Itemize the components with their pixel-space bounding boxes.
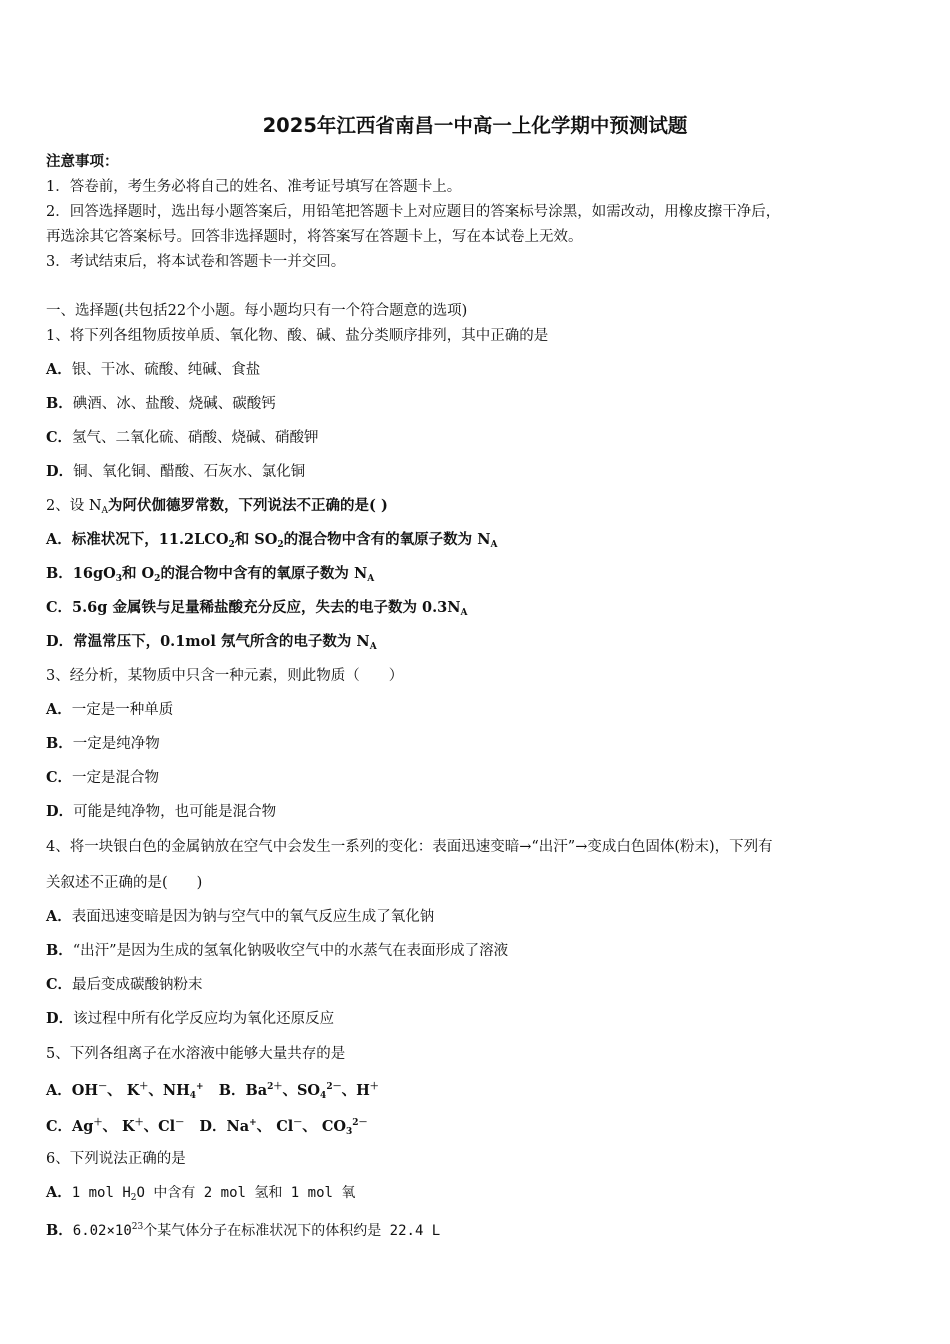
charge: +	[196, 1082, 204, 1092]
q4-option-c	[46, 975, 910, 995]
option-text: 碘酒、冰、盐酸、烧碱、碳酸钙	[72, 396, 276, 412]
option-text: 一定是纯净物	[72, 736, 160, 752]
option-label: B．	[46, 565, 73, 582]
option-label: A．	[46, 701, 72, 718]
option-text: 铜、氧化铜、醋酸、石灰水、氯化铜	[73, 464, 306, 480]
charge: ＋	[134, 1118, 144, 1128]
ion: Ba	[245, 1082, 268, 1099]
ion: NH	[162, 1082, 190, 1099]
option-label: C．	[46, 976, 73, 993]
option-label: B．	[46, 942, 73, 959]
notice-item-3: 3．考试结束后，将本试卷和答题卡一并交回。	[46, 254, 346, 270]
q5-options-cd	[46, 1113, 910, 1142]
q4-option-a	[46, 907, 910, 927]
section-heading: 一、选择题(共包括22个小题。每小题均只有一个符合题意的选项)	[46, 303, 468, 319]
subscript: 2	[228, 540, 235, 550]
charge: －	[293, 1118, 303, 1128]
separator: 、	[302, 1118, 317, 1135]
option-label: D．	[46, 1010, 74, 1027]
q1-option-b	[46, 394, 910, 414]
ion: Na	[226, 1118, 250, 1135]
subscript: 3	[346, 1127, 353, 1137]
q2-stem-part: 为阿伏伽德罗常数，下列说法不正确的是( )	[108, 497, 388, 514]
superscript: 23	[131, 1222, 144, 1232]
separator: 、	[341, 1082, 357, 1099]
option-text: 表面迅速变暗是因为钠与空气中的氧气反应生成了氧化钠	[71, 909, 435, 925]
charge: ＋	[369, 1082, 379, 1092]
option-text: 和 SO	[234, 531, 278, 548]
option-label: C．	[46, 769, 73, 786]
ion: OH	[71, 1082, 99, 1099]
notice-item-2: 2．回答选择题时，选出每小题答案后，用铅笔把答题卡上对应题目的答案标号涂黑，如需改动，用橡皮擦干净后，	[46, 204, 781, 220]
ion: Cl	[276, 1118, 294, 1135]
ion: H	[356, 1082, 370, 1099]
option-label: C．	[46, 599, 73, 616]
ion: CO	[321, 1118, 347, 1135]
q2-option-b	[46, 564, 910, 589]
option-text: “出汗”是因为生成的氢氧化钠吸收空气中的水蒸气在表面形成了溶液	[72, 943, 509, 959]
charge: －	[175, 1118, 185, 1128]
option-text: 标准状况下，11.2LCO	[71, 531, 229, 548]
subscript: 2	[130, 1193, 137, 1203]
q1-option-a	[46, 360, 910, 380]
q3-option-a	[46, 700, 910, 720]
charge: +	[249, 1118, 257, 1128]
option-text: 6.02×10	[72, 1223, 132, 1239]
page-title: 2025年江西省南昌一中高一上化学期中预测试题	[262, 114, 688, 137]
charge: －	[98, 1082, 108, 1092]
ion: Ag	[72, 1118, 94, 1135]
charge: 2＋	[267, 1082, 283, 1092]
q5-stem: 5、下列各组离子在水溶液中能够大量共存的是	[46, 1046, 346, 1062]
q5-options-ab	[46, 1077, 910, 1106]
q2-option-c	[46, 598, 910, 623]
q3-option-d	[46, 802, 910, 822]
ion: SO	[296, 1082, 321, 1099]
charge: ＋	[139, 1082, 149, 1092]
option-label: A．	[46, 531, 72, 548]
q2-option-a	[46, 530, 910, 555]
ion: K	[126, 1082, 140, 1099]
subscript: 3	[115, 574, 122, 584]
q4-option-d	[46, 1009, 910, 1029]
subscript: A	[367, 574, 375, 584]
option-text: 的混合物中含有的氧原子数为 N	[160, 565, 368, 582]
option-text: 氢气、二氧化硫、硝酸、烧碱、硝酸钾	[72, 430, 319, 446]
q3-stem: 3、经分析，某物质中只含一种元素，则此物质（ ）	[46, 668, 404, 684]
option-label: A．	[46, 1082, 72, 1099]
option-label: B．	[46, 735, 73, 752]
option-text: 16gO	[72, 565, 116, 582]
separator: 、	[256, 1118, 272, 1135]
q1-option-c	[46, 428, 910, 448]
option-label: C．	[46, 429, 73, 446]
option-text: 可能是纯净物，也可能是混合物	[73, 804, 277, 820]
option-label: D．	[46, 633, 74, 650]
option-text: 个某气体分子在标准状况下的体积约是 22.4 L	[143, 1223, 441, 1239]
subscript: 2	[154, 574, 161, 584]
q6-option-b	[46, 1217, 910, 1241]
charge: 2－	[352, 1118, 368, 1128]
option-text: 该过程中所有化学反应均为氧化还原反应	[73, 1011, 335, 1027]
charge: ＋	[93, 1118, 103, 1128]
option-label: D．	[199, 1118, 227, 1135]
q3-option-b	[46, 734, 910, 754]
subscript: 2	[277, 540, 284, 550]
q4-stem: 4、将一块银白色的金属钠放在空气中会发生一系列的变化：表面迅速变暗→“出汗”→变成白色固体(粉末)，下列有	[46, 839, 773, 855]
separator: 、	[143, 1118, 159, 1135]
subscript: A	[490, 540, 498, 550]
option-label: A．	[46, 908, 72, 925]
ion: K	[122, 1118, 135, 1135]
option-text: 1 mol H	[71, 1185, 131, 1201]
option-label: B．	[46, 1222, 73, 1239]
notice-item-2-cont: 再选涂其它答案标号。回答非选择题时，将答案写在答题卡上，写在本试卷上无效。	[46, 229, 583, 245]
option-label: A．	[46, 1184, 72, 1201]
option-text: 常温常压下，0.1mol 氖气所含的电子数为 N	[73, 633, 370, 650]
option-text: 最后变成碳酸钠粉末	[72, 977, 203, 993]
q2-option-d	[46, 632, 910, 657]
option-text: 银、干冰、硫酸、纯碱、食盐	[71, 362, 261, 378]
ion: Cl	[158, 1118, 176, 1135]
notice-item-1: 1．答卷前，考生务必将自己的姓名、准考证号填写在答题卡上。	[46, 179, 462, 195]
q1-stem: 1、将下列各组物质按单质、氧化物、酸、碱、盐分类顺序排列，其中正确的是	[46, 328, 549, 344]
option-text: O 中含有 2 mol 氢和 1 mol 氧	[136, 1185, 356, 1201]
option-label: D．	[46, 803, 74, 820]
charge: 2－	[326, 1082, 342, 1092]
separator: 、	[102, 1118, 117, 1135]
q6-option-a	[46, 1183, 910, 1208]
option-text: 的混合物中含有的氧原子数为 N	[283, 531, 491, 548]
subscript: A	[369, 642, 377, 652]
separator: 、	[282, 1082, 297, 1099]
separator: 、	[148, 1082, 163, 1099]
option-label: C．	[46, 1118, 73, 1135]
separator: 、	[107, 1082, 122, 1099]
subscript: A	[101, 506, 109, 516]
notice-heading: 注意事项：	[46, 153, 119, 170]
option-label: D．	[46, 463, 74, 480]
subscript: A	[460, 608, 468, 618]
q6-stem: 6、下列说法正确的是	[46, 1151, 186, 1167]
q4-stem-cont: 关叙述不正确的是( )	[46, 875, 203, 891]
subscript: 4	[320, 1091, 327, 1101]
option-label: A．	[46, 361, 72, 378]
option-text: 一定是混合物	[72, 770, 160, 786]
option-label: B．	[218, 1082, 246, 1099]
option-label: B．	[46, 395, 73, 412]
option-text: 5.6g 金属铁与足量稀盐酸充分反应，失去的电子数为 0.3N	[72, 599, 461, 616]
subscript: 4	[189, 1091, 197, 1101]
q4-option-b	[46, 941, 910, 961]
q3-option-c	[46, 768, 910, 788]
option-text: 和 O	[121, 565, 155, 582]
q2-stem-part: 2、设 N	[46, 498, 102, 514]
q1-option-d	[46, 462, 910, 482]
option-text: 一定是一种单质	[71, 702, 174, 718]
q2-stem	[46, 496, 910, 521]
